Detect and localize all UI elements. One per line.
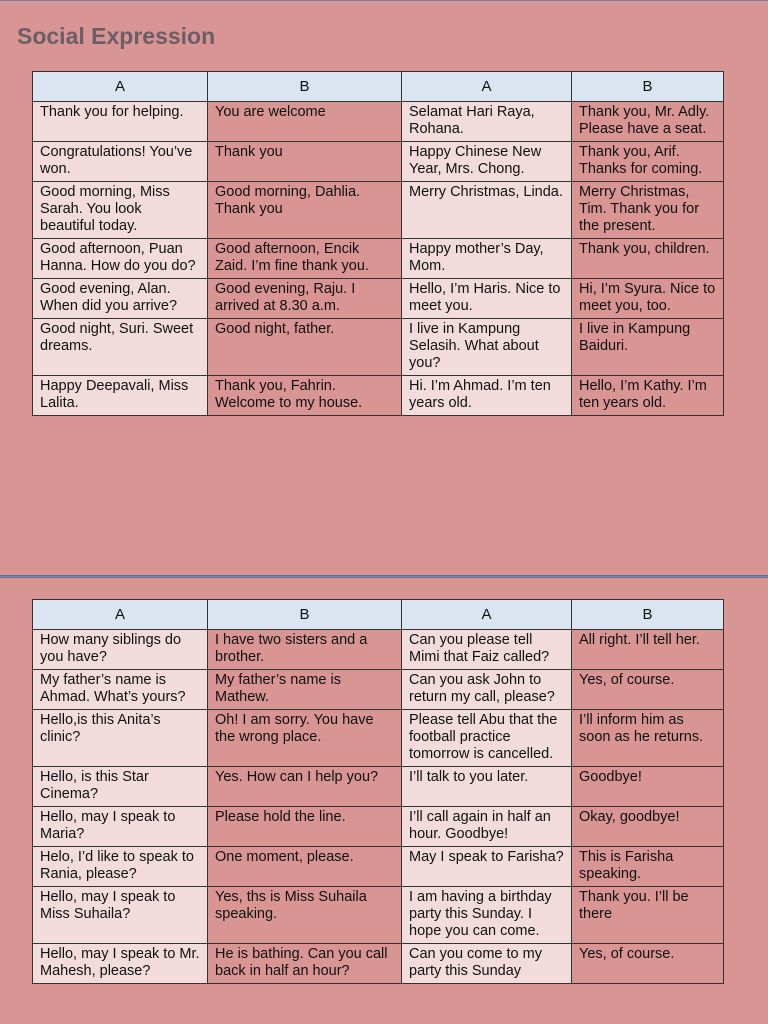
- table-cell: Happy mother’s Day, Mom.: [402, 239, 572, 279]
- table-row: [33, 847, 724, 887]
- table-cell: Good evening, Alan. When did you arrive?: [33, 279, 208, 319]
- table-row: [33, 887, 724, 944]
- table-header-row: [33, 72, 724, 102]
- table-row: [33, 767, 724, 807]
- table-cell: This is Farisha speaking.: [572, 847, 724, 887]
- table-cell: Can you come to my party this Sunday: [402, 944, 572, 984]
- table-body: [33, 630, 724, 984]
- table-cell: Hello,is this Anita’s clinic?: [33, 710, 208, 767]
- table-body: [33, 102, 724, 416]
- table-row: [33, 279, 724, 319]
- expression-table-2: [32, 599, 724, 984]
- table-row: [33, 670, 724, 710]
- table-cell: Hello, is this Star Cinema?: [33, 767, 208, 807]
- table-cell: Thank you: [208, 142, 402, 182]
- table-cell: Good afternoon, Encik Zaid. I’m fine thank you.: [208, 239, 402, 279]
- table-cell: Merry Christmas, Tim. Thank you for the present.: [572, 182, 724, 239]
- table-cell: Yes. How can I help you?: [208, 767, 402, 807]
- table-row: [33, 630, 724, 670]
- table-cell: Good evening, Raju. I arrived at 8.30 a.m.: [208, 279, 402, 319]
- table-cell: Please tell Abu that the football practice tomorrow is cancelled.: [402, 710, 572, 767]
- column-header: B: [208, 72, 402, 102]
- column-header: A: [402, 600, 572, 630]
- column-header: B: [572, 72, 724, 102]
- table-cell: You are welcome: [208, 102, 402, 142]
- table-cell: Hello, I’m Haris. Nice to meet you.: [402, 279, 572, 319]
- table-row: [33, 710, 724, 767]
- table-cell: Hello, may I speak to Miss Suhaila?: [33, 887, 208, 944]
- table-cell: Thank you, children.: [572, 239, 724, 279]
- table-row: [33, 239, 724, 279]
- table-header-row: [33, 600, 724, 630]
- column-header: B: [208, 600, 402, 630]
- table-cell: Good morning, Miss Sarah. You look beautiful today.: [33, 182, 208, 239]
- table-cell: All right. I’ll tell her.: [572, 630, 724, 670]
- table-cell: Merry Christmas, Linda.: [402, 182, 572, 239]
- table-cell: Selamat Hari Raya, Rohana.: [402, 102, 572, 142]
- table-cell: Can you ask John to return my call, please?: [402, 670, 572, 710]
- table-row: [33, 102, 724, 142]
- table-cell: Thank you for helping.: [33, 102, 208, 142]
- table-cell: Thank you, Mr. Adly. Please have a seat.: [572, 102, 724, 142]
- table-cell: Good afternoon, Puan Hanna. How do you do?: [33, 239, 208, 279]
- expression-table-1: [32, 71, 724, 416]
- table-cell: Good morning, Dahlia. Thank you: [208, 182, 402, 239]
- table-cell: Can you please tell Mimi that Faiz called?: [402, 630, 572, 670]
- table-cell: He is bathing. Can you call back in half an hour?: [208, 944, 402, 984]
- table-cell: My father’s name is Ahmad. What’s yours?: [33, 670, 208, 710]
- slide-2: [0, 577, 768, 1024]
- table-cell: I live in Kampung Selasih. What about you?: [402, 319, 572, 376]
- table-cell: Helo, I’d like to speak to Rania, please?: [33, 847, 208, 887]
- table-cell: Congratulations! You’ve won.: [33, 142, 208, 182]
- table-cell: Hello, I’m Kathy. I’m ten years old.: [572, 376, 724, 416]
- table-cell: I have two sisters and a brother.: [208, 630, 402, 670]
- table-cell: Happy Chinese New Year, Mrs. Chong.: [402, 142, 572, 182]
- table-row: [33, 182, 724, 239]
- table-cell: Hi. I’m Ahmad. I’m ten years old.: [402, 376, 572, 416]
- table-cell: Thank you. I’ll be there: [572, 887, 724, 944]
- table-cell: One moment, please.: [208, 847, 402, 887]
- table-row: [33, 376, 724, 416]
- table-cell: I live in Kampung Baiduri.: [572, 319, 724, 376]
- table-cell: Thank you, Arif. Thanks for coming.: [572, 142, 724, 182]
- table-row: [33, 807, 724, 847]
- table-cell: Hello, may I speak to Maria?: [33, 807, 208, 847]
- table-cell: Please hold the line.: [208, 807, 402, 847]
- table-row: [33, 142, 724, 182]
- table-cell: How many siblings do you have?: [33, 630, 208, 670]
- table-cell: May I speak to Farisha?: [402, 847, 572, 887]
- table-cell: Okay, goodbye!: [572, 807, 724, 847]
- column-header: A: [402, 72, 572, 102]
- table-cell: Yes, of course.: [572, 670, 724, 710]
- column-header: A: [33, 72, 208, 102]
- table-row: [33, 319, 724, 376]
- table-cell: Good night, father.: [208, 319, 402, 376]
- table-row: [33, 944, 724, 984]
- page-title: Social Expression: [17, 23, 216, 49]
- table-cell: Good night, Suri. Sweet dreams.: [33, 319, 208, 376]
- table-cell: Yes, of course.: [572, 944, 724, 984]
- table-cell: Thank you, Fahrin. Welcome to my house.: [208, 376, 402, 416]
- table-cell: Goodbye!: [572, 767, 724, 807]
- table-cell: Yes, ths is Miss Suhaila speaking.: [208, 887, 402, 944]
- table-cell: I’ll call again in half an hour. Goodbye!: [402, 807, 572, 847]
- column-header: B: [572, 600, 724, 630]
- table-cell: I’ll inform him as soon as he returns.: [572, 710, 724, 767]
- table-cell: I am having a birthday party this Sunday. I hope you can come.: [402, 887, 572, 944]
- table-cell: Oh! I am sorry. You have the wrong place.: [208, 710, 402, 767]
- table-cell: Happy Deepavali, Miss Lalita.: [33, 376, 208, 416]
- table-cell: Hi, I’m Syura. Nice to meet you, too.: [572, 279, 724, 319]
- table-cell: My father’s name is Mathew.: [208, 670, 402, 710]
- table-cell: I’ll talk to you later.: [402, 767, 572, 807]
- column-header: A: [33, 600, 208, 630]
- table-cell: Hello, may I speak to Mr. Mahesh, please?: [33, 944, 208, 984]
